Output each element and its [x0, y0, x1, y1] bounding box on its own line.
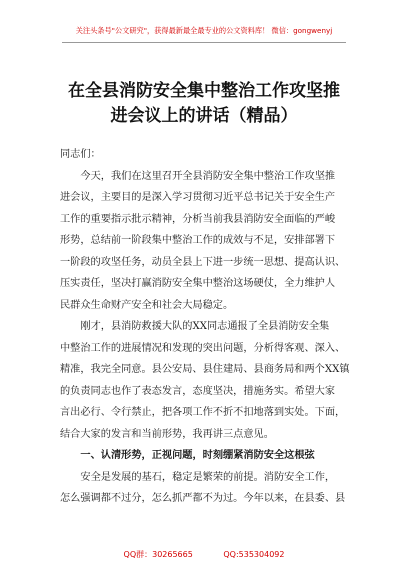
- paragraph-line: 刚才，县消防救援大队的XX同志通报了全县消防安全集: [80, 321, 330, 332]
- paragraph-line: 结合大家的发言和当前形势，我再讲三点意见。: [60, 428, 274, 440]
- footer-qq: QQ:535304092: [223, 550, 285, 559]
- paragraph-line: 中整治工作的进展情况和发现的突出问题，分析得客观、深入、: [60, 342, 346, 354]
- document-body: [60, 144, 352, 510]
- header-divider: [62, 42, 346, 43]
- title-line-1: 在全县消防安全集中整治工作攻坚推: [68, 81, 340, 101]
- salutation: 同志们：: [60, 149, 101, 160]
- paragraph-line: 怎么强调都不过分，怎么抓严都不为过。今年以来，在县委、县: [60, 493, 346, 504]
- paragraph-line: 言出必行、令行禁止，把各项工作不折不扣地落到实处。下面，: [60, 407, 346, 418]
- paragraph-line: 压实责任，坚决打赢消防安全集中整治这场硬仗，全力维护人: [60, 278, 336, 289]
- paragraph-line: 一阶段的攻坚任务，动员全县上下进一步统一思想、提高认识、: [60, 256, 346, 268]
- paragraph-2: [60, 316, 352, 445]
- paragraph-line: 精准，我完全同意。县公安局、县住建局、县商务局和两个XX镇: [60, 364, 350, 375]
- paragraph-line: 的负责同志也作了表态发言，态度坚决，措施务实。希望大家: [60, 385, 336, 397]
- document-title: [50, 79, 358, 129]
- paragraph-line: 今天，我们在这里召开全县消防安全集中整治工作攻坚推: [80, 170, 336, 182]
- paragraph-1: [60, 166, 352, 317]
- section-heading-1: 一、认清形势，正视问题，时刻绷紧消防安全这根弦: [80, 450, 315, 461]
- footer-contact: [0, 549, 408, 560]
- paragraph-line: 安全是发展的基石，稳定是繁荣的前提。消防安全工作，: [80, 471, 336, 483]
- paragraph-line: 形势，总结前一阶段集中整治工作的成效与不足，安排部署下: [60, 235, 336, 246]
- paragraph-line: 民群众生命财产安全和社会大局稳定。: [60, 299, 234, 311]
- header-note: 关注头条号"公文研究"，获得最新最全最专业的公文资料库！ 微信：gongwenyj: [75, 26, 333, 35]
- paragraph-line: 工作的重要指示批示精神，分析当前我县消防安全面临的严峻: [60, 213, 336, 225]
- title-line-2: 进会议上的讲话（精品）: [110, 106, 298, 126]
- footer-qq-group: QQ群：30265665: [123, 550, 193, 559]
- paragraph-line: 进会议，主要目的是深入学习贯彻习近平总书记关于安全生产: [60, 192, 336, 203]
- paragraph-3: [60, 467, 352, 510]
